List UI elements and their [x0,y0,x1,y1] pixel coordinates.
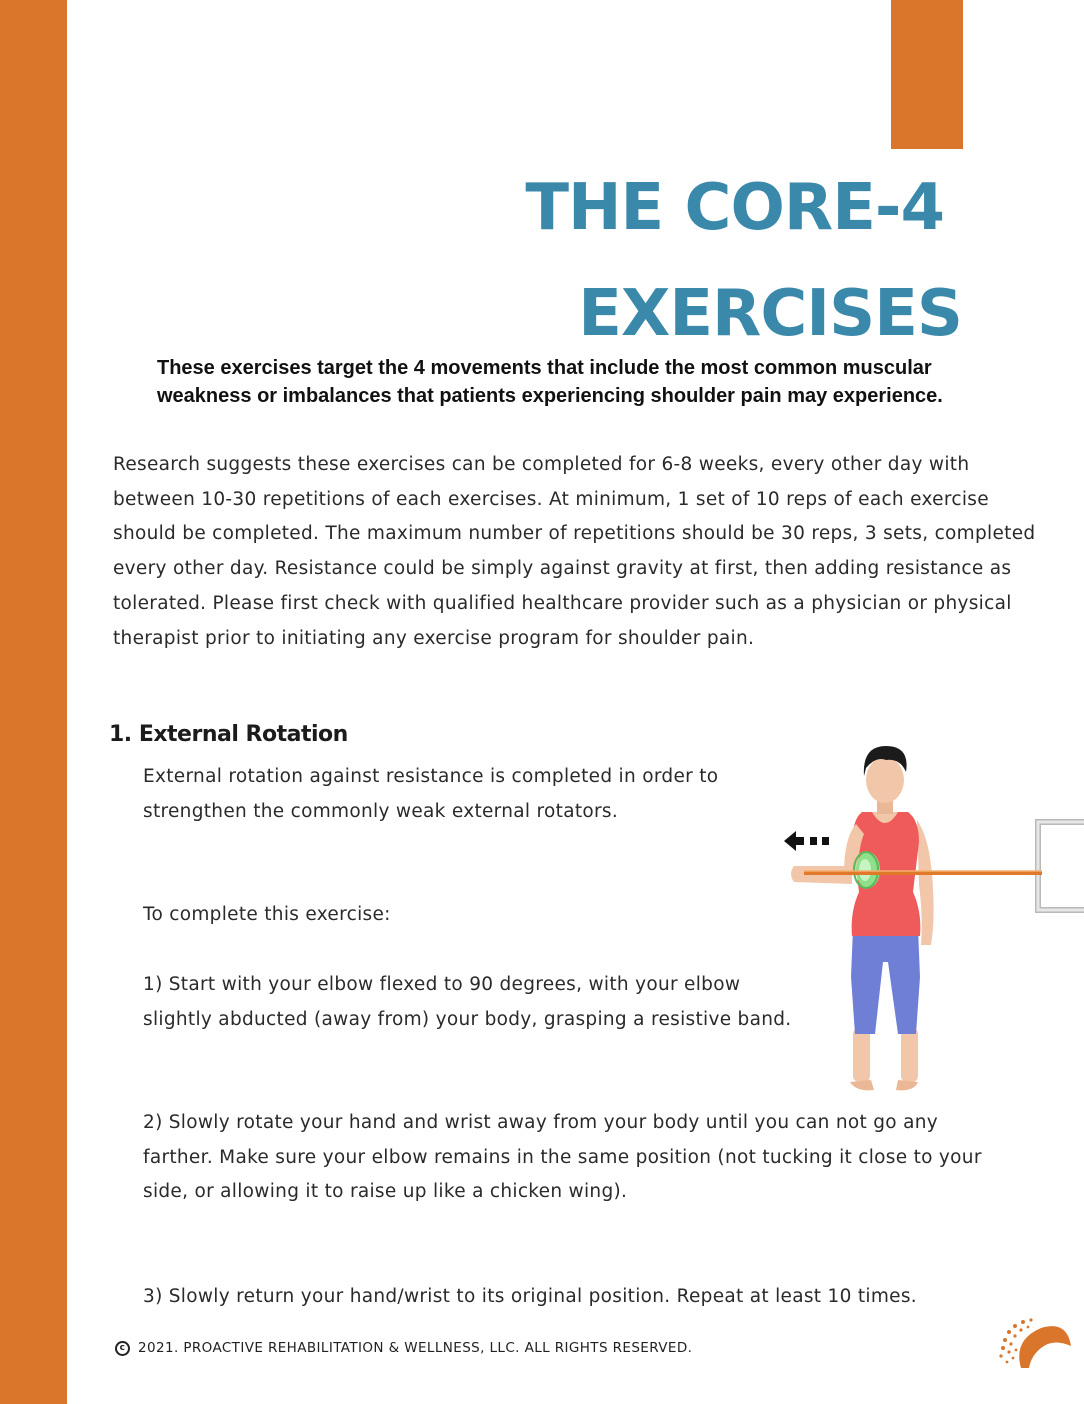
legs [850,928,920,1090]
section-heading: 1. External Rotation [109,722,348,747]
copyright-icon: c [115,1341,130,1356]
research-paragraph: Research suggests these exercises can be completed for 6-8 weeks, every other day with between 10-30 repetitions of each exercises. At minimum, 1 set of 10 reps of each exercise should be completed. The maximum number of repetitions should be 30 reps, 3 sets, completed every other day. Resistance could be simply against gravity at first, then adding resistance as tolerated. Please first check with qualified healthcare provider such as a physician or physical therapist prior to initiating any exercise program for shoulder pain. [113,454,1036,649]
footer-copyright: 2021. PROACTIVE REHABILITATION & WELLNESS, LLC. ALL RIGHTS RESERVED. [138,1340,693,1356]
page-title-line-1: THE CORE-4 [525,171,944,245]
footer [115,1340,692,1356]
exercise-step-1: 1) Start with your elbow flexed to 90 degrees, with your elbow slightly abducted (away from) your body, grasping a resistive band. [143,974,792,1030]
intro-text: These exercises target the 4 movements that include the most common muscular weakness or imbalances that patients experiencing shoulder pain may experience. [157,357,943,407]
exercise-step-3: 3) Slowly return your hand/wrist to its original position. Repeat at least 10 times. [143,1286,917,1307]
top-accent-tab [891,0,963,149]
wall-anchor [1038,822,1084,910]
left-accent-bar [0,0,67,1404]
page-title-line-2: EXERCISES [578,277,962,351]
resistance-band-roll [854,852,880,888]
exercise-description: External rotation against resistance is completed in order to strengthen the commonly weak external rotators. [143,766,719,822]
exercise-step-2: 2) Slowly rotate your hand and wrist away from your body until you can not go any farther. Make sure your elbow remains in the same position (not tucking it close to your side, or allowing it to raise up like a chicken wing). [143,1112,982,1203]
arrow-left-icon [784,831,829,851]
exercise-lead-in: To complete this exercise: [143,904,391,925]
exercise-illustration [780,742,1084,1104]
company-logo-icon [995,1318,1075,1370]
